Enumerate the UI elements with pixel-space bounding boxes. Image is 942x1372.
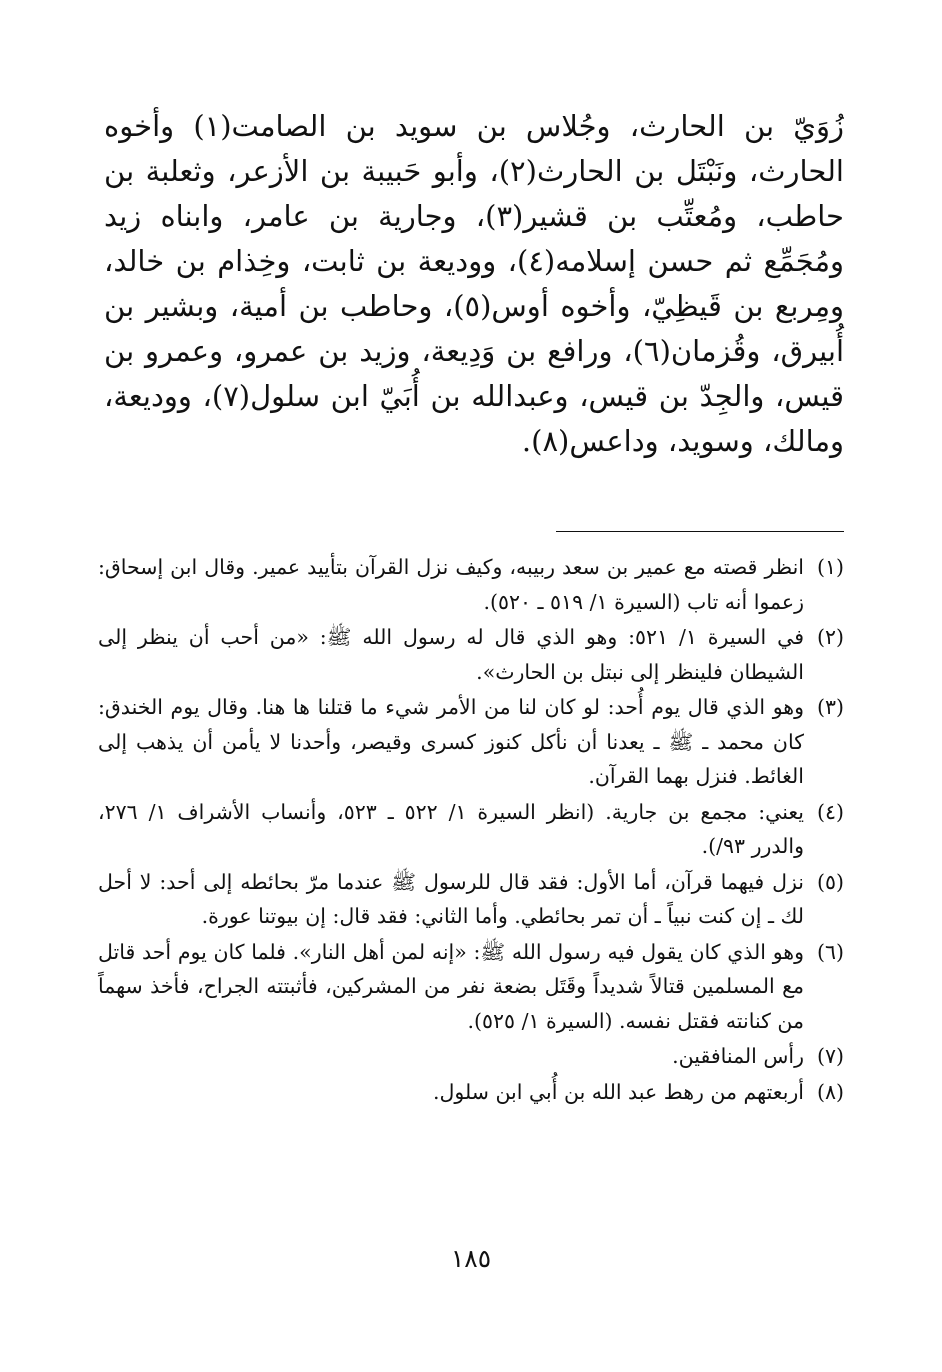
footnote-number: (٨) <box>816 1079 844 1104</box>
main-paragraph: زُوَيّ بن الحارث، وجُلاس بن سويد بن الصامت(١) وأخوه الحارث، ونَبْتَل بن الحارث(٢)، وأبو حَبيبة بن الأزعر، وثعلبة بن حاطب، ومُعتِّب بن قشير(٣)، وجارية بن عامر، وابناه زيد ومُجَمِّع ثم حسن إسلامه(٤)، ووديعة بن ثابت، وخِذام بن خالد، ومِربع بن قَيظِيّ، وأخوه أوس(٥)، وحاطب بن أمية، وبشير بن أُبيرق، وقُزمان(٦)، ورافع بن وَدِيعة، وزيد بن عمرو، وعمرو بن قيس، والجِدّ بن قيس، وعبدالله بن أُبَيّ ابن سلول(٧)، ووديعة، ومالك، وسويد، وداعس(٨). <box>104 109 845 458</box>
main-text-block <box>104 104 844 464</box>
footnote-number: (٧) <box>816 1044 844 1068</box>
footnotes-list <box>98 550 844 1110</box>
page-number: ١٨٥ <box>450 1244 492 1273</box>
footnote-7 <box>98 1039 844 1074</box>
footnote-text: وهو الذي قال يوم أُحد: لو كان لنا من الأمر شيء ما قتلنا ها هنا. وقال يوم الخندق: كان محمد ـ ﷺ ـ يعدنا أن نأكل كنوز كسرى وقيصر، وأحدنا لا يأمن أن يذهب إلى الغائط. فنزل بهما القرآن. <box>98 695 804 788</box>
footnote-number: (٢) <box>816 625 844 649</box>
footnote-number: (١) <box>816 555 844 579</box>
footnote-6 <box>98 935 844 1039</box>
footnote-text: أربعتهم من رهط عبد الله بن أُبي ابن سلول. <box>432 1079 804 1104</box>
footnote-text: وهو الذي كان يقول فيه رسول الله ﷺ: «إنه لمن أهل النار». فلما كان يوم أحد قاتل مع المسلمين قتالاً شديداً وقَتَل بضعة نفر من المشركين، فأثبتته الجراح، فأخذ سهماً من كنانته فقتل نفسه. (السيرة ١/ ٥٢٥). <box>98 939 804 1033</box>
footnote-separator <box>556 531 844 532</box>
footnote-3 <box>98 690 844 794</box>
footnote-5 <box>98 865 844 934</box>
footnote-number: (٥) <box>816 869 844 894</box>
footnote-8 <box>98 1075 844 1110</box>
footnote-text: في السيرة ١/ ٥٢١: وهو الذي قال له رسول الله ﷺ: «من أحب أن ينظر إلى الشيطان فلينظر إلى نبتل بن الحارث». <box>98 625 804 684</box>
footnote-text: رأس المنافقين. <box>672 1044 804 1068</box>
footnote-2 <box>98 620 844 689</box>
footnote-1 <box>98 550 844 619</box>
footnote-number: (٦) <box>816 939 844 964</box>
footnote-4 <box>98 795 844 864</box>
footnote-text: انظر قصته مع عمير بن سعد ربيبه، وكيف نزل القرآن بتأييد عمير. وقال ابن إسحاق: زعموا أنه تاب (السيرة ١/ ٥١٩ ـ ٥٢٠). <box>98 555 804 614</box>
footnote-number: (٤) <box>816 799 844 824</box>
footnote-text: نزل فيهما قرآن، أما الأول: فقد قال للرسول ﷺ عندما مرّ بحائطه إلى أحد: لا أحل لك ـ إن كنت نبياً ـ أن تمر بحائطي. وأما الثاني: فقد قال: إن بيوتنا عورة. <box>98 869 804 928</box>
footnote-number: (٣) <box>816 695 844 719</box>
footnote-text: يعني: مجمع بن جارية. (انظر السيرة ١/ ٥٢٢ ـ ٥٢٣، وأنساب الأشراف ١/ ٢٧٦، والدرر ٩٣/). <box>98 799 804 858</box>
